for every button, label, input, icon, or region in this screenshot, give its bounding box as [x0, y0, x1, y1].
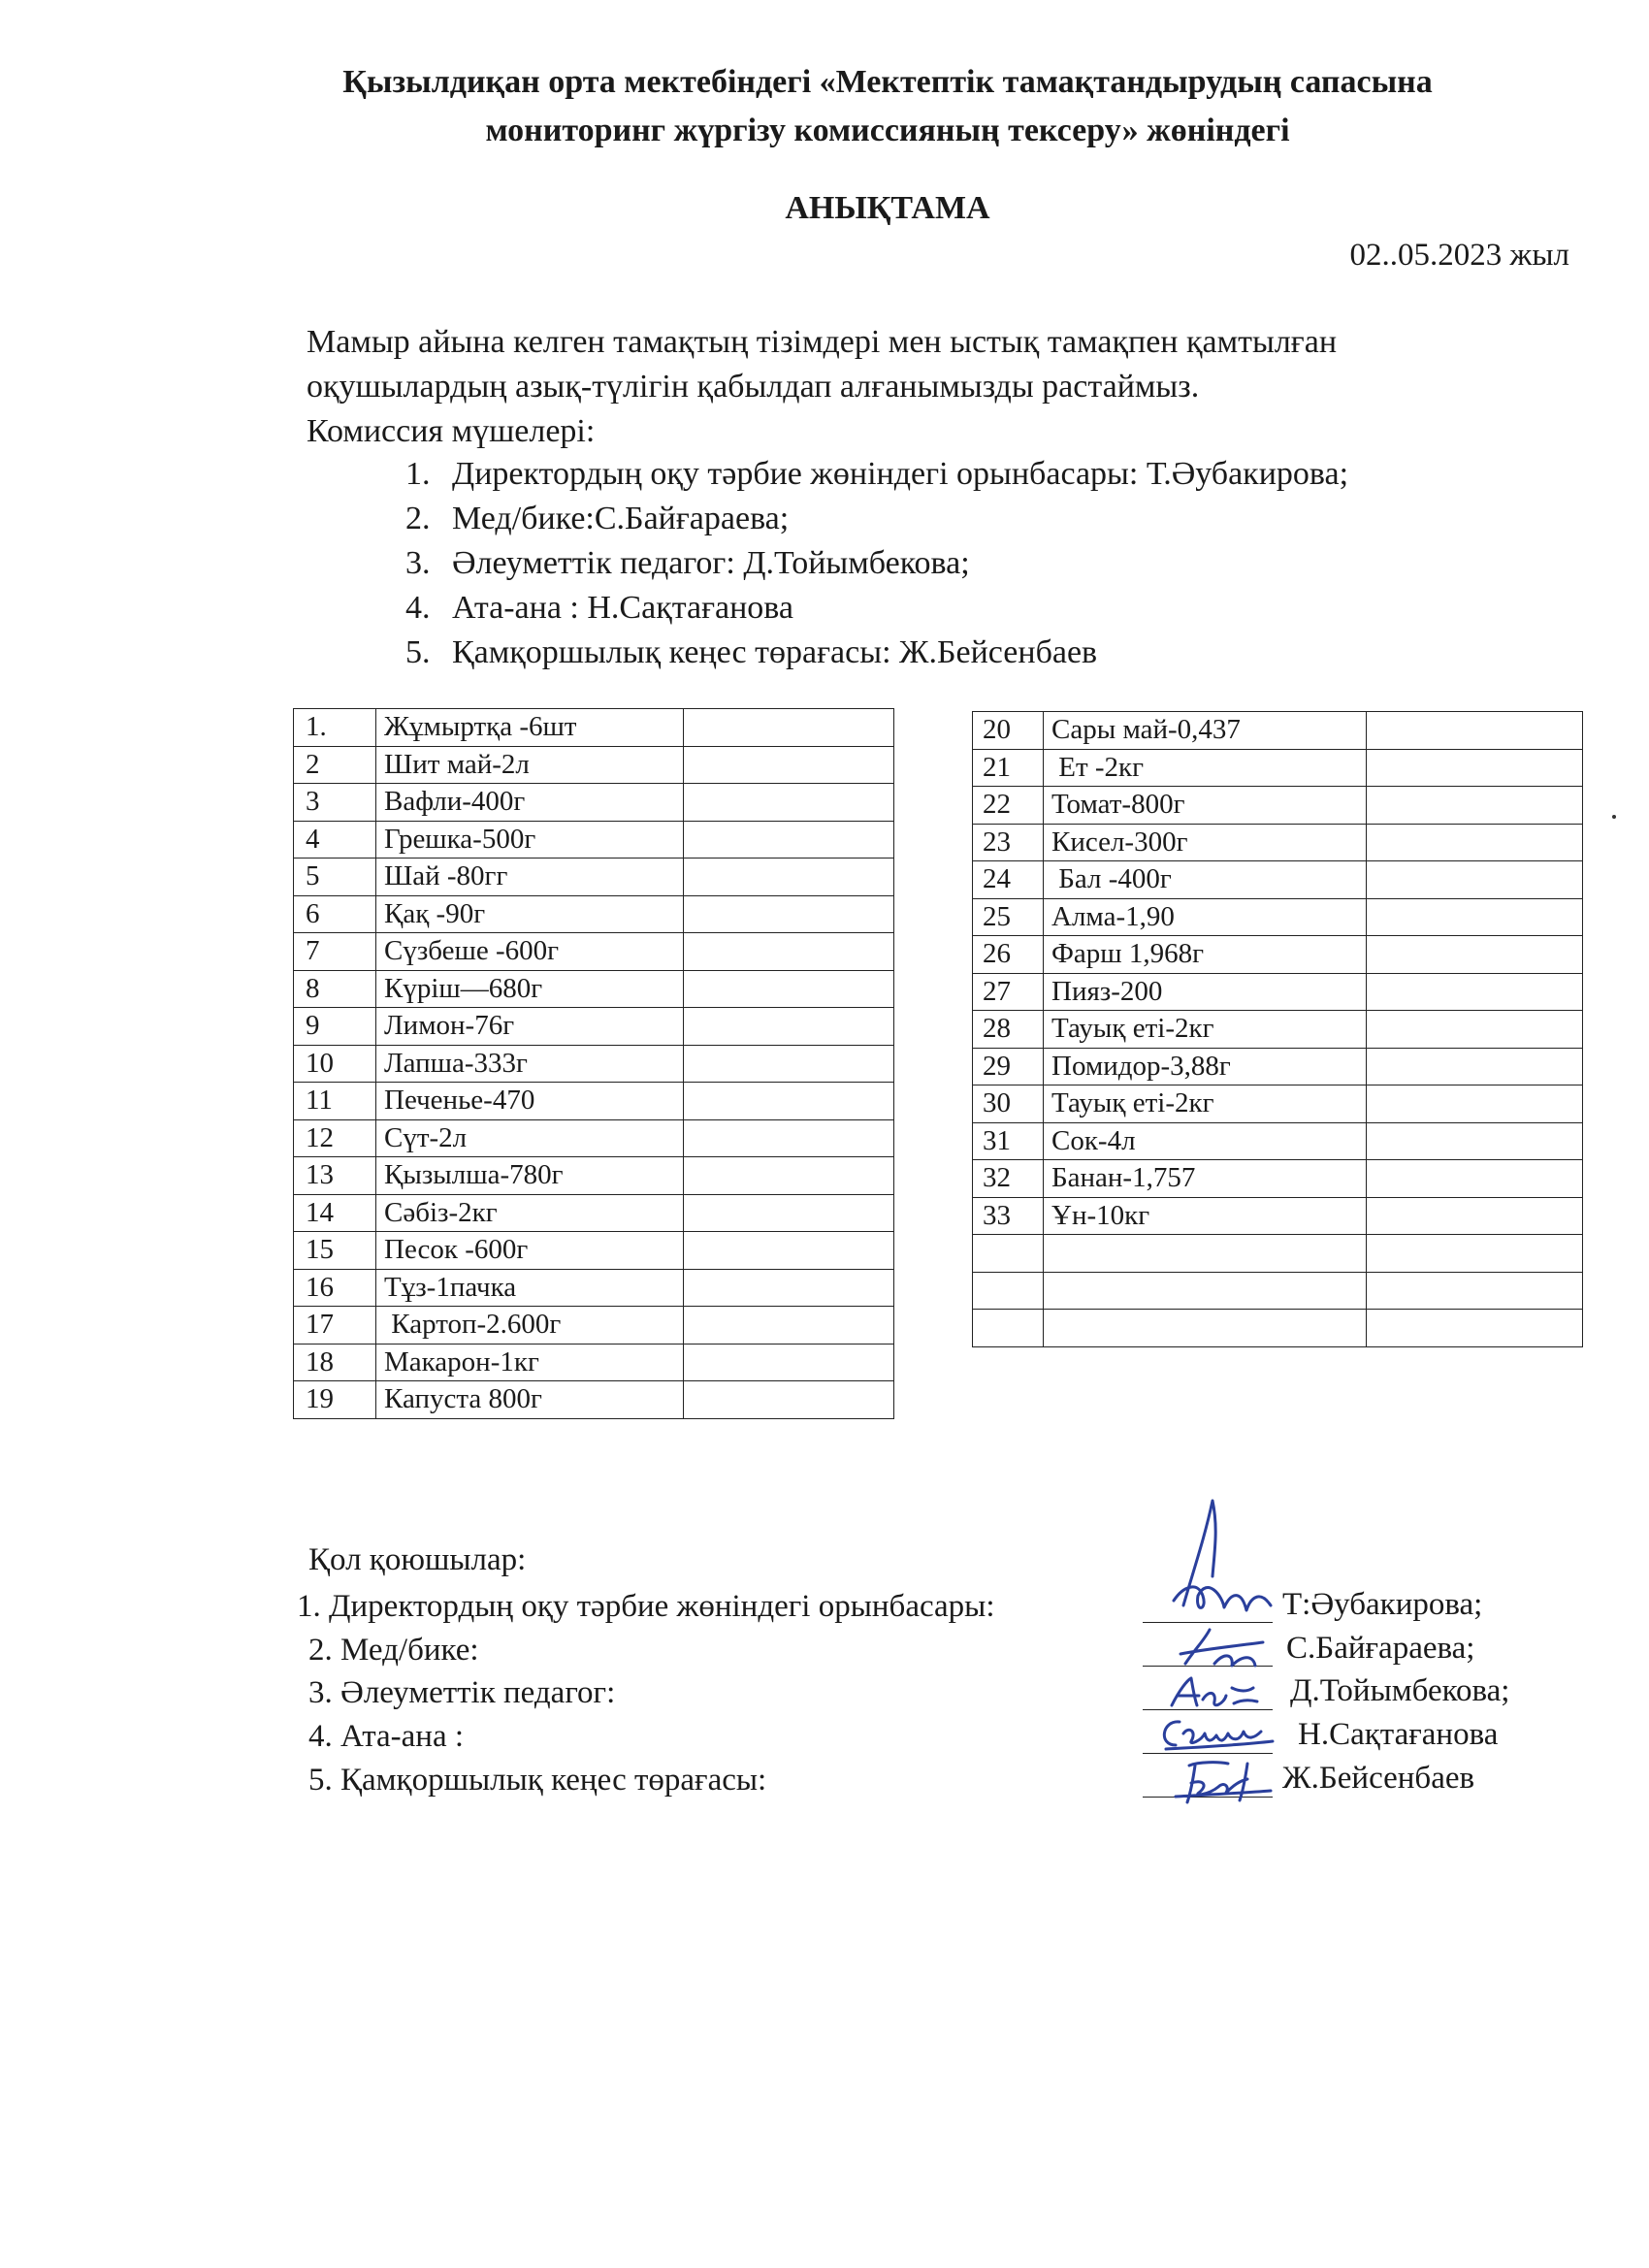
table-row	[973, 936, 1583, 974]
table-row	[973, 1235, 1583, 1273]
item-name: Лапша-333г	[376, 1045, 684, 1083]
item-name: Сүт-2л	[376, 1119, 684, 1157]
row-number: 11	[294, 1083, 376, 1120]
empty-cell	[684, 933, 894, 971]
row-number: 21	[973, 749, 1044, 787]
item-name: Помидор-3,88г	[1044, 1048, 1367, 1085]
row-number: 25	[973, 898, 1044, 936]
food-table-left	[293, 708, 894, 1419]
row-number: 33	[973, 1197, 1044, 1235]
item-name: Картоп-2.600г	[376, 1307, 684, 1345]
item-name: Ет -2кг	[1044, 749, 1367, 787]
table-row	[294, 1344, 894, 1381]
row-number: 30	[973, 1085, 1044, 1123]
signatory-label: 1. Директордың оқу тәрбие жөніндегі орынбасары:	[297, 1589, 995, 1624]
item-name: Макарон-1кг	[376, 1344, 684, 1381]
table-row	[294, 709, 894, 747]
item-name: Печенье-470	[376, 1083, 684, 1120]
table-row	[973, 824, 1583, 861]
table-row	[973, 1085, 1583, 1123]
intro-paragraph	[307, 320, 1538, 454]
item-name: Сүзбеше -600г	[376, 933, 684, 971]
table-row	[294, 895, 894, 933]
empty-cell	[1367, 861, 1583, 899]
signatory-label: 2. Мед/бике:	[308, 1633, 479, 1668]
title-line-1: Қызылдиқан орта мектебіндегі «Мектептік тамақтандырудың сапасына	[342, 64, 1433, 100]
item-name: Тауық еті-2кг	[1044, 1011, 1367, 1049]
signatory-name: Н.Сақтағанова	[1298, 1717, 1499, 1752]
empty-cell	[684, 1344, 894, 1381]
empty-cell	[684, 1008, 894, 1046]
table-row	[294, 821, 894, 859]
row-number: 7	[294, 933, 376, 971]
row-number: 16	[294, 1269, 376, 1307]
empty-cell	[684, 746, 894, 784]
commission-label: Комиссия мүшелері:	[307, 413, 596, 449]
item-name: Банан-1,757	[1044, 1160, 1367, 1198]
row-number: 9	[294, 1008, 376, 1046]
row-number	[973, 1310, 1044, 1347]
empty-cell	[684, 1232, 894, 1270]
empty-cell	[684, 1307, 894, 1345]
table-row	[973, 749, 1583, 787]
empty-cell	[1367, 898, 1583, 936]
empty-cell	[684, 784, 894, 822]
item-name: Капуста 800г	[376, 1381, 684, 1419]
item-name: Қызылша-780г	[376, 1157, 684, 1195]
table-row	[294, 933, 894, 971]
table-row	[294, 1307, 894, 1345]
item-name	[1044, 1310, 1367, 1347]
row-number: 32	[973, 1160, 1044, 1198]
table-row	[973, 1011, 1583, 1049]
row-number: 2	[294, 746, 376, 784]
item-name	[1044, 1235, 1367, 1273]
table-row	[973, 861, 1583, 899]
row-number: 19	[294, 1381, 376, 1419]
signature-4-icon	[1152, 1712, 1278, 1755]
table-row	[294, 1194, 894, 1232]
empty-cell	[684, 1045, 894, 1083]
signature-5-icon	[1170, 1756, 1277, 1806]
empty-cell	[684, 821, 894, 859]
item-name: Сары май-0,437	[1044, 712, 1367, 750]
item-name: Бал -400г	[1044, 861, 1367, 899]
row-number: 5	[294, 859, 376, 896]
signatory-name: Т:Әубакирова;	[1282, 1587, 1483, 1622]
item-name: Сәбіз-2кг	[376, 1194, 684, 1232]
member-item: 1. Директордың оқу тәрбие жөніндегі орынбасары: Т.Әубакирова;	[405, 456, 1349, 492]
food-table-right	[972, 711, 1583, 1347]
table-row	[973, 1048, 1583, 1085]
document-date: 02..05.2023 жыл	[1349, 238, 1569, 273]
item-name: Қақ -90г	[376, 895, 684, 933]
empty-cell	[1367, 1197, 1583, 1235]
empty-cell	[684, 1157, 894, 1195]
row-number	[973, 1272, 1044, 1310]
empty-cell	[684, 1194, 894, 1232]
table-row	[973, 787, 1583, 825]
signatory-label: 4. Ата-ана :	[308, 1719, 465, 1754]
item-name: Фарш 1,968г	[1044, 936, 1367, 974]
table-row	[973, 898, 1583, 936]
empty-cell	[684, 970, 894, 1008]
table-row	[973, 712, 1583, 750]
member-item: 3. Әлеуметтік педагог: Д.Тойымбекова;	[405, 545, 970, 581]
item-name: Шит май-2л	[376, 746, 684, 784]
row-number: 29	[973, 1048, 1044, 1085]
empty-cell	[684, 1119, 894, 1157]
row-number: 12	[294, 1119, 376, 1157]
row-number: 13	[294, 1157, 376, 1195]
table-row	[294, 1008, 894, 1046]
table-row	[294, 1269, 894, 1307]
table-row	[294, 1045, 894, 1083]
row-number: 18	[294, 1344, 376, 1381]
signature-3-icon	[1164, 1670, 1271, 1713]
row-number: 23	[973, 824, 1044, 861]
row-number: 6	[294, 895, 376, 933]
empty-cell	[1367, 1011, 1583, 1049]
intro-line-1: Мамыр айына келген тамақтың тізімдері мен ыстық тамақпен қамтылған	[307, 324, 1338, 360]
item-name: Тұз-1пачка	[376, 1269, 684, 1307]
item-name: Пияз-200	[1044, 973, 1367, 1011]
item-name	[1044, 1272, 1367, 1310]
empty-cell	[1367, 1235, 1583, 1273]
item-name: Томат-800г	[1044, 787, 1367, 825]
table-row	[294, 859, 894, 896]
empty-cell	[684, 1269, 894, 1307]
table-row	[973, 1197, 1583, 1235]
row-number: 1.	[294, 709, 376, 747]
signatory-label: 3. Әлеуметтік педагог:	[308, 1675, 616, 1710]
title-line-2: мониторинг жүргізу комиссияның тексеру» жөніндегі	[485, 113, 1290, 148]
table-row	[294, 1232, 894, 1270]
empty-cell	[1367, 824, 1583, 861]
empty-cell	[1367, 1122, 1583, 1160]
item-name: Шай -80гг	[376, 859, 684, 896]
row-number: 28	[973, 1011, 1044, 1049]
empty-cell	[1367, 1160, 1583, 1198]
table-row	[294, 970, 894, 1008]
signature-2-icon	[1176, 1625, 1273, 1673]
signatories-heading: Қол қоюшылар:	[308, 1542, 527, 1577]
item-name: Жұмыртқа -6шт	[376, 709, 684, 747]
empty-cell	[1367, 712, 1583, 750]
table-row	[973, 973, 1583, 1011]
table-row	[973, 1310, 1583, 1347]
row-number: 14	[294, 1194, 376, 1232]
document-heading: АНЫҚТАМА	[785, 190, 990, 226]
stray-dot	[1612, 815, 1616, 819]
empty-cell	[684, 859, 894, 896]
row-number: 4	[294, 821, 376, 859]
commission-members-list	[405, 452, 1348, 675]
table-row	[294, 746, 894, 784]
signatory-name: С.Байғараева;	[1286, 1631, 1475, 1666]
table-row	[973, 1272, 1583, 1310]
member-item: 4. Ата-ана : Н.Сақтағанова	[405, 590, 794, 626]
table-row	[294, 1157, 894, 1195]
item-name: Ұн-10кг	[1044, 1197, 1367, 1235]
empty-cell	[1367, 1085, 1583, 1123]
row-number: 8	[294, 970, 376, 1008]
item-name: Тауық еті-2кг	[1044, 1085, 1367, 1123]
table-row	[973, 1122, 1583, 1160]
empty-cell	[1367, 749, 1583, 787]
row-number: 3	[294, 784, 376, 822]
member-item: 5. Қамқоршылық кеңес төрағасы: Ж.Бейсенбаев	[405, 634, 1098, 670]
row-number: 20	[973, 712, 1044, 750]
row-number: 26	[973, 936, 1044, 974]
empty-cell	[1367, 1310, 1583, 1347]
item-name: Песок -600г	[376, 1232, 684, 1270]
empty-cell	[684, 1381, 894, 1419]
row-number	[973, 1235, 1044, 1273]
empty-cell	[1367, 973, 1583, 1011]
row-number: 15	[294, 1232, 376, 1270]
member-item: 2. Мед/бике:С.Байғараева;	[405, 501, 790, 536]
empty-cell	[1367, 1272, 1583, 1310]
empty-cell	[684, 1083, 894, 1120]
signature-1-icon	[1154, 1499, 1290, 1625]
item-name: Лимон-76г	[376, 1008, 684, 1046]
signatory-name: Д.Тойымбекова;	[1290, 1673, 1510, 1708]
empty-cell	[684, 895, 894, 933]
intro-line-2: оқушылардың азық-түлігін қабылдап алғанымызды растаймыз.	[307, 369, 1200, 405]
table-row	[294, 784, 894, 822]
signatory-name: Ж.Бейсенбаев	[1282, 1761, 1475, 1796]
row-number: 17	[294, 1307, 376, 1345]
row-number: 10	[294, 1045, 376, 1083]
table-row	[294, 1119, 894, 1157]
item-name: Күріш—680г	[376, 970, 684, 1008]
row-number: 27	[973, 973, 1044, 1011]
item-name: Грешка-500г	[376, 821, 684, 859]
row-number: 24	[973, 861, 1044, 899]
empty-cell	[1367, 936, 1583, 974]
document-title	[0, 58, 1649, 155]
table-row	[294, 1381, 894, 1419]
empty-cell	[684, 709, 894, 747]
signatory-label: 5. Қамқоршылық кеңес төрағасы:	[308, 1763, 767, 1798]
item-name: Вафли-400г	[376, 784, 684, 822]
table-row	[973, 1160, 1583, 1198]
empty-cell	[1367, 1048, 1583, 1085]
table-row	[294, 1083, 894, 1120]
item-name: Кисел-300г	[1044, 824, 1367, 861]
row-number: 22	[973, 787, 1044, 825]
empty-cell	[1367, 787, 1583, 825]
row-number: 31	[973, 1122, 1044, 1160]
item-name: Алма-1,90	[1044, 898, 1367, 936]
item-name: Сок-4л	[1044, 1122, 1367, 1160]
